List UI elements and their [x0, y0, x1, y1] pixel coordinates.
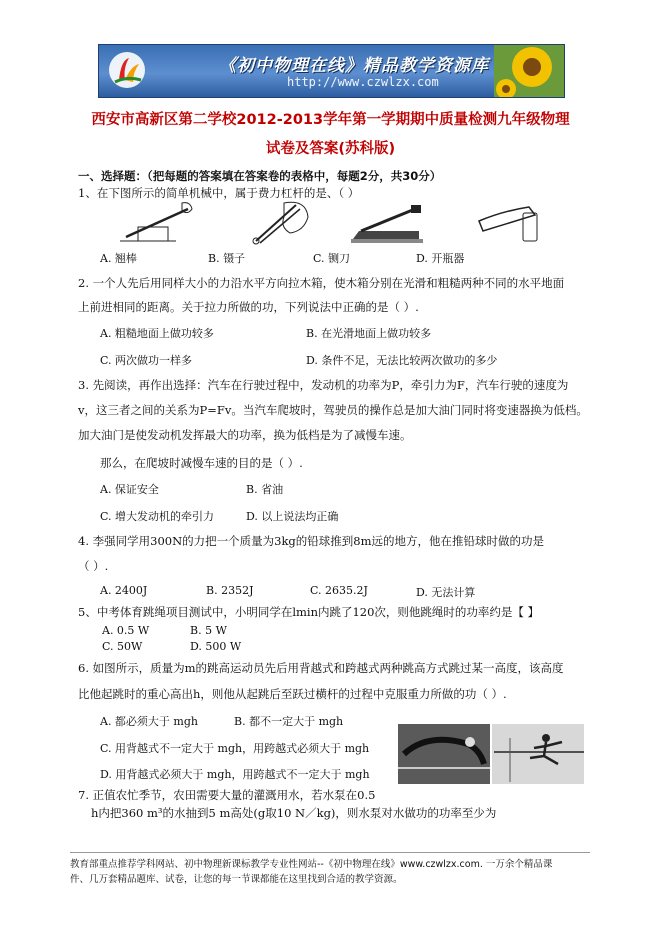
q3-option-a: A. 保证安全: [100, 483, 159, 496]
header-banner: [98, 44, 565, 98]
q6-option-d: D. 用背越式必须大于 mgh，用跨越式不一定大于 mgh: [100, 768, 370, 781]
sunflower-icon: [494, 45, 564, 97]
q7-line1: 7. 正值农忙季节，农田需要大量的灌溉用水，若水泵在0.5: [78, 788, 376, 802]
guillotine-cutter-image: [345, 203, 427, 245]
q3-line4: 那么，在爬坡时减慢车速的目的是（ ）.: [100, 456, 303, 470]
q7-line2: h内把360 m³的水抽到5 m高处(g取10 N／kg)，则水泵对水做功的功率至少为: [91, 806, 497, 820]
q4-line1: 4. 李强同学用300N的力把一个质量为3kg的铅球推到8m远的地方，他在推铅球时做的功是: [78, 534, 545, 548]
q3-option-c: C. 增大发动机的牵引力: [100, 510, 215, 523]
bottle-opener-image: [473, 201, 543, 245]
q5-option-b: B. 5 W: [190, 624, 227, 637]
q2-line1: 2. 一个人先后用同样大小的力沿水平方向拉木箱，使木箱分别在光滑和粗糙两种不同的水平地面: [78, 276, 565, 290]
banner-title: 《初中物理在线》精品教学资源库: [219, 56, 489, 76]
q4-option-d: D. 无法计算: [416, 586, 476, 599]
q1-option-d: D. 开瓶器: [416, 252, 465, 265]
tweezers-image: [246, 197, 314, 245]
exam-title-line2: 试卷及答案(苏科版): [265, 141, 396, 157]
q2-line2: 上前进相同的距离。关于拉力所做的功，下列说法中正确的是（ ）.: [78, 300, 419, 314]
high-jump-photo: [398, 724, 584, 784]
q5-option-a: A. 0.5 W: [102, 624, 150, 637]
footer-line2: 件、几万套精品题库、试卷，让您的每一节课都能在这里找到合适的教学资源。: [70, 874, 403, 885]
q4-option-c: C. 2635.2J: [310, 584, 368, 597]
q2-option-b: B. 在光滑地面上做功较多: [306, 327, 432, 340]
footer-divider: [70, 852, 590, 853]
q1-option-a: A. 翘棒: [100, 252, 137, 265]
q6-option-a: A. 都必须大于 mgh: [100, 715, 198, 728]
q3-line1: 3. 先阅读，再作出选择：汽车在行驶过程中，发动机的功率为P，牵引力为F，汽车行驶的速度为: [78, 378, 569, 392]
q6-line1: 6. 如图所示，质量为m的跳高运动员先后用背越式和跨越式两种跳高方式跳过某一高度，该高度: [78, 661, 564, 675]
q3-option-d: D. 以上说法均正确: [246, 510, 339, 523]
q3-line3: 加大油门是使发动机发挥最大的功率，换为低档是为了减慢车速。: [78, 428, 412, 442]
q6-option-c: C. 用背越式不一定大于 mgh，用跨越式必须大于 mgh: [100, 742, 370, 755]
q3-line2: v，这三者之间的关系为P=Fv。当汽车爬坡时，驾驶员的操作总是加大油门同时将变速器换为低档。: [78, 403, 588, 417]
q3-option-b: B. 省油: [246, 483, 284, 496]
site-logo-icon: [107, 50, 147, 90]
q5-option-c: C. 50W: [102, 640, 143, 653]
banner-url[interactable]: http://www.czwlzx.com: [287, 75, 439, 89]
q4-line2: （ ）.: [78, 559, 109, 573]
section-heading: 一、选择题：（把每题的答案填在答案卷的表格中，每题2分，共30分）: [78, 169, 442, 183]
q5-stem: 5、中考体育跳绳项目测试中，小明同学在lmin内跳了120次，则他跳绳时的功率约是【 】: [78, 605, 540, 619]
q2-option-a: A. 粗糙地面上做功较多: [100, 327, 214, 340]
q6-option-b: B. 都不一定大于 mgh: [234, 715, 344, 728]
exam-title-line1: 西安市高新区第二学校2012-2013学年第一学期期中质量检测九年级物理: [91, 112, 570, 128]
q4-option-a: A. 2400J: [100, 584, 148, 597]
lever-image: [116, 199, 196, 244]
q4-option-b: B. 2352J: [206, 584, 254, 597]
q1-option-c: C. 铡刀: [313, 252, 351, 265]
q1-option-b: B. 镊子: [208, 252, 246, 265]
footer-line1: 教育部重点推荐学科网站、初中物理新课标教学专业性网站--《初中物理在线》www.czwlzx.com. 一万余个精品课: [70, 859, 553, 870]
q6-line2: 比他起跳时的重心高出h，则他从起跳后至跃过横杆的过程中克服重力所做的功（ ）.: [78, 687, 507, 701]
q2-option-c: C. 两次做功一样多: [100, 354, 193, 367]
q1-stem: 1、在下图所示的简单机械中，属于费力杠杆的是、（ ）: [78, 186, 360, 200]
q2-option-d: D. 条件不足，无法比较两次做功的多少: [306, 354, 498, 367]
footer-note: [70, 857, 590, 887]
q5-option-d: D. 500 W: [190, 640, 242, 653]
